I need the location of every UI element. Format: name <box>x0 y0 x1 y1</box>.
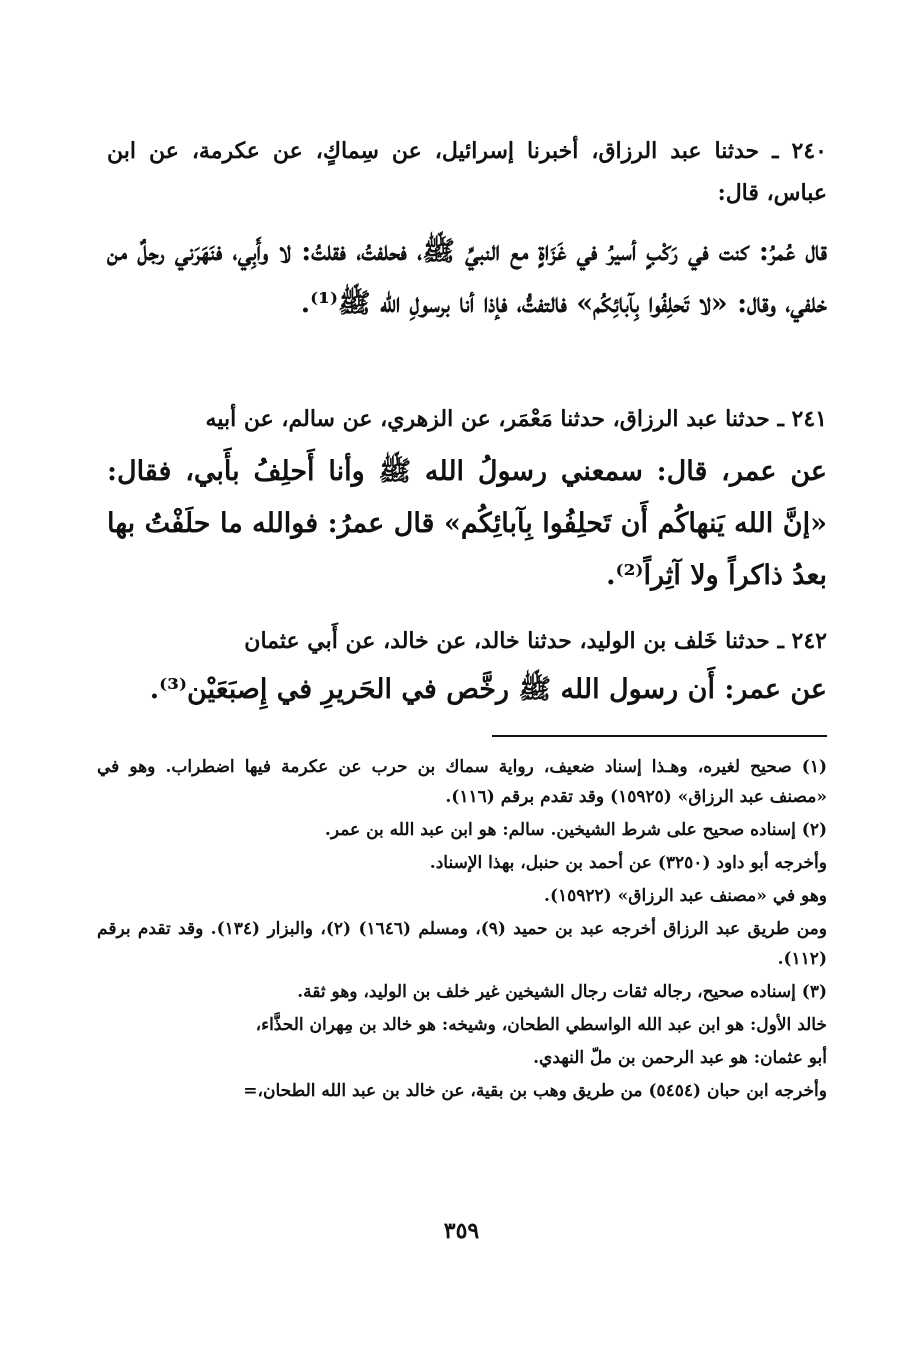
footnotes <box>97 752 827 1109</box>
footnote-divider <box>492 735 827 737</box>
footnote-3-line: خالد الأول: هو ابن عبد الله الواسطي الطحان، وشيخه: هو خالد بن مِهران الحذَّاء، <box>255 1015 827 1035</box>
footnote-3-line: أبو عثمان: هو عبد الرحمن بن ملّ النهدي. <box>533 1048 827 1068</box>
footnote-2-line: وأخرجه أبو داود (٣٢٥٠) عن أحمد بن حنبل، بهذا الإسناد. <box>429 853 827 873</box>
hadith-241-isnad: ٢٤١ ـ حدثنا عبد الرزاق، حدثنا مَعْمَر، عن الزهري، عن سالم، عن أبيه <box>205 406 827 432</box>
footnote-3-line: وأخرجه ابن حبان (٥٤٥٤) من طريق وهب بن بقية، عن خالد بن عبد الله الطحان،= <box>243 1081 827 1101</box>
hadith-240-matn: قال عُمرُ: كنت في رَكْبٍ أسيرُ في غَزَاةٍ مع النبيِّ ﷺ، فحلفتُ، فقلتُ: لا وأَبِي، فنَهَرَني رجلٌ من خلفي، وقال: «لا تَحلِفُوا بِآبائِكُم» فالتفتُّ، فإذا أنا برسولِ الله ﷺ⁽¹⁾. <box>107 236 827 319</box>
hadith-242-isnad: ٢٤٢ ـ حدثنا خَلف بن الوليد، حدثنا خالد، عن خالد، عن أَبي عثمان <box>244 628 827 654</box>
hadith-242-matn: عن عمر: أَن رسول الله ﷺ رخَّص في الحَريرِ في إِصبَعَيْن⁽³⁾. <box>149 674 827 705</box>
hadith-240 <box>107 130 827 330</box>
hadith-241-matn: عن عمر، قال: سمعني رسولُ الله ﷺ وأنا أَحلِفُ بأَبي، فقال: «إنَّ الله يَنهاكُم أَن تَحلِفُوا بِآبائِكُم» قال عمرُ: فوالله ما حلَفْتُ بها بعدُ ذاكراً ولا آثِراً⁽²⁾. <box>107 456 827 591</box>
footnote-1: (١) صحيح لغيره، وهـذا إسناد ضعيف، رواية سماك بن حرب عن عكرمة فيها اضطراب. وهو في «مصنف عبد الرزاق» (١٥٩٢٥) وقد تقدم برقم (١١٦). <box>97 757 827 807</box>
footnote-2-line: ومن طريق عبد الرزاق أخرجه عبد بن حميد (٩)، ومسلم (١٦٤٦) (٢)، والبزار (١٣٤). وقد تقدم برقم (١١٢). <box>97 919 827 969</box>
footnote-2-line: وهو في «مصنف عبد الرزاق» (١٥٩٢٢). <box>544 886 827 906</box>
hadith-240-isnad: ٢٤٠ ـ حدثنا عبد الرزاق، أخبرنا إسرائيل، عن سِماكٍ، عن عكرمة، عن ابن عباس، قال: <box>107 138 827 206</box>
footnote-2: (٢) إسناده صحيح على شرط الشيخين. سالم: هو ابن عبد الله بن عمر. <box>324 820 827 840</box>
hadith-241 <box>107 398 827 602</box>
footnote-3: (٣) إسناده صحيح، رجاله ثقات رجال الشيخين غير خلف بن الوليد، وهو ثقة. <box>297 982 827 1002</box>
hadith-242 <box>107 620 827 716</box>
page-number: ٣٥٩ <box>443 1218 480 1244</box>
